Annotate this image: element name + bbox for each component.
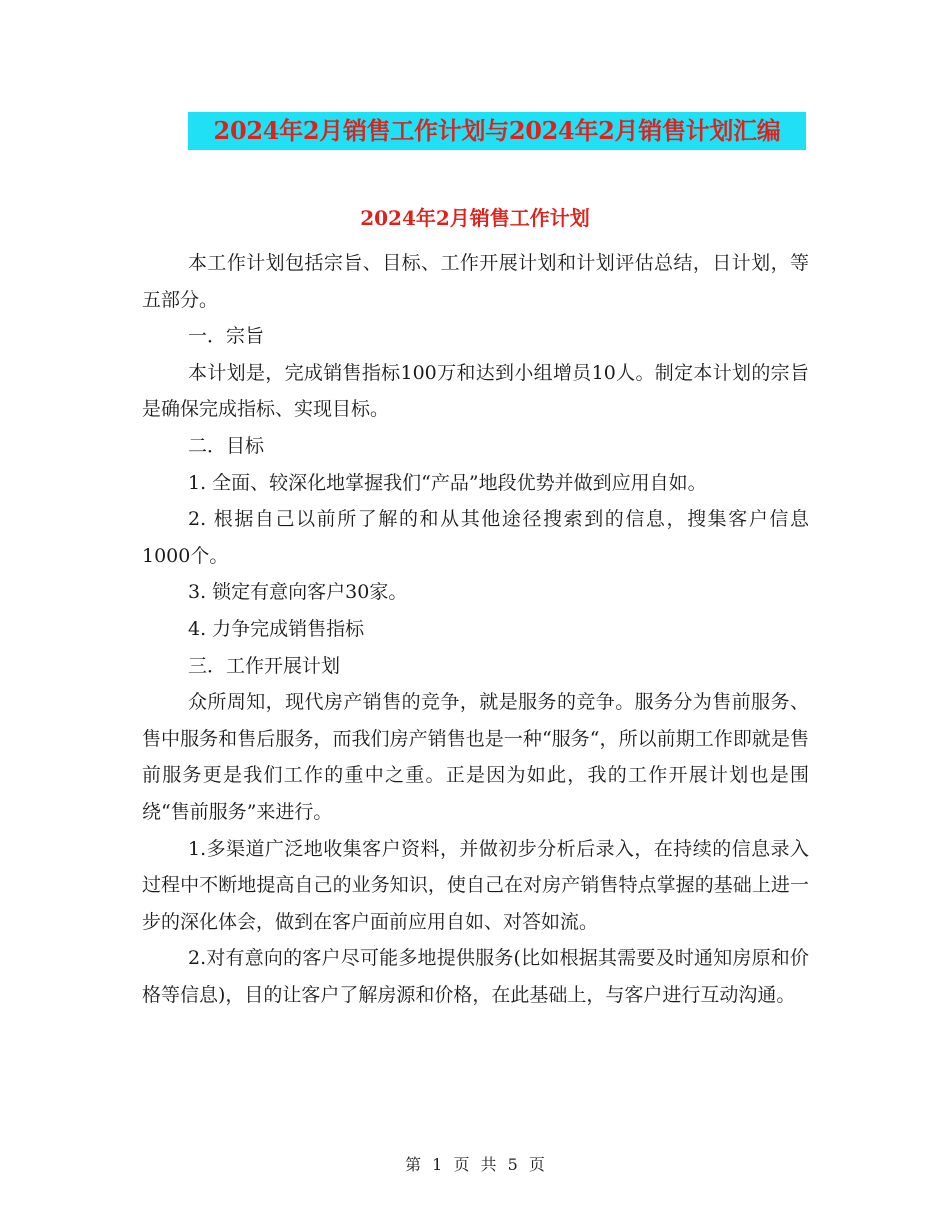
- heading-work-plan: 三．工作开展计划: [188, 654, 341, 677]
- paragraph-purpose: 本计划是，完成销售指标100万和达到小组增员10人。制定本计划的宗旨是确保完成指标、实现目标。: [142, 361, 809, 421]
- section-title: 2024年2月销售工作计划: [360, 206, 590, 230]
- goal-item-3: 3. 锁定有意向客户30家。: [188, 581, 408, 604]
- goal-item-2: 2. 根据自己以前所了解的和从其他途径搜索到的信息，搜集客户信息1000个。: [142, 508, 809, 567]
- paragraph-work-plan: 众所周知，现代房产销售的竞争，就是服务的竞争。服务分为售前服务、售中服务和售后服务，而我们房产销售也是一种“服务“，所以前期工作即就是售前服务更是我们工作的重中之重。正是因为如此，我的工作开展计划也是围绕“售前服务”来进行。: [142, 691, 809, 823]
- heading-purpose: 一．宗旨: [188, 325, 265, 348]
- page-footer: 第 1 页 共 5 页: [405, 1155, 545, 1174]
- main-title: 2024年2月销售工作计划与2024年2月销售计划汇编: [188, 112, 806, 150]
- heading-goals: 二．目标: [188, 434, 265, 457]
- goal-item-1: 1. 全面、较深化地掌握我们“产品”地段优势并做到应用自如。: [188, 471, 707, 494]
- plan-item-2: 2.对有意向的客户尽可能多地提供服务(比如根据其需要及时通知房原和价格等信息)，目的让客户了解房源和价格，在此基础上，与客户进行互动沟通。: [142, 947, 809, 1006]
- goal-item-4: 4. 力争完成销售指标: [188, 617, 365, 640]
- paragraph-intro: 本工作计划包括宗旨、目标、工作开展计划和计划评估总结，日计划，等五部分。: [142, 252, 809, 311]
- document-body: [142, 245, 809, 1013]
- plan-item-1: 1.多渠道广泛地收集客户资料，并做初步分析后录入，在持续的信息录入过程中不断地提高自己的业务知识，使自己在对房产销售特点掌握的基础上进一步的深化体会，做到在客户面前应用自如、对答如流。: [142, 837, 809, 933]
